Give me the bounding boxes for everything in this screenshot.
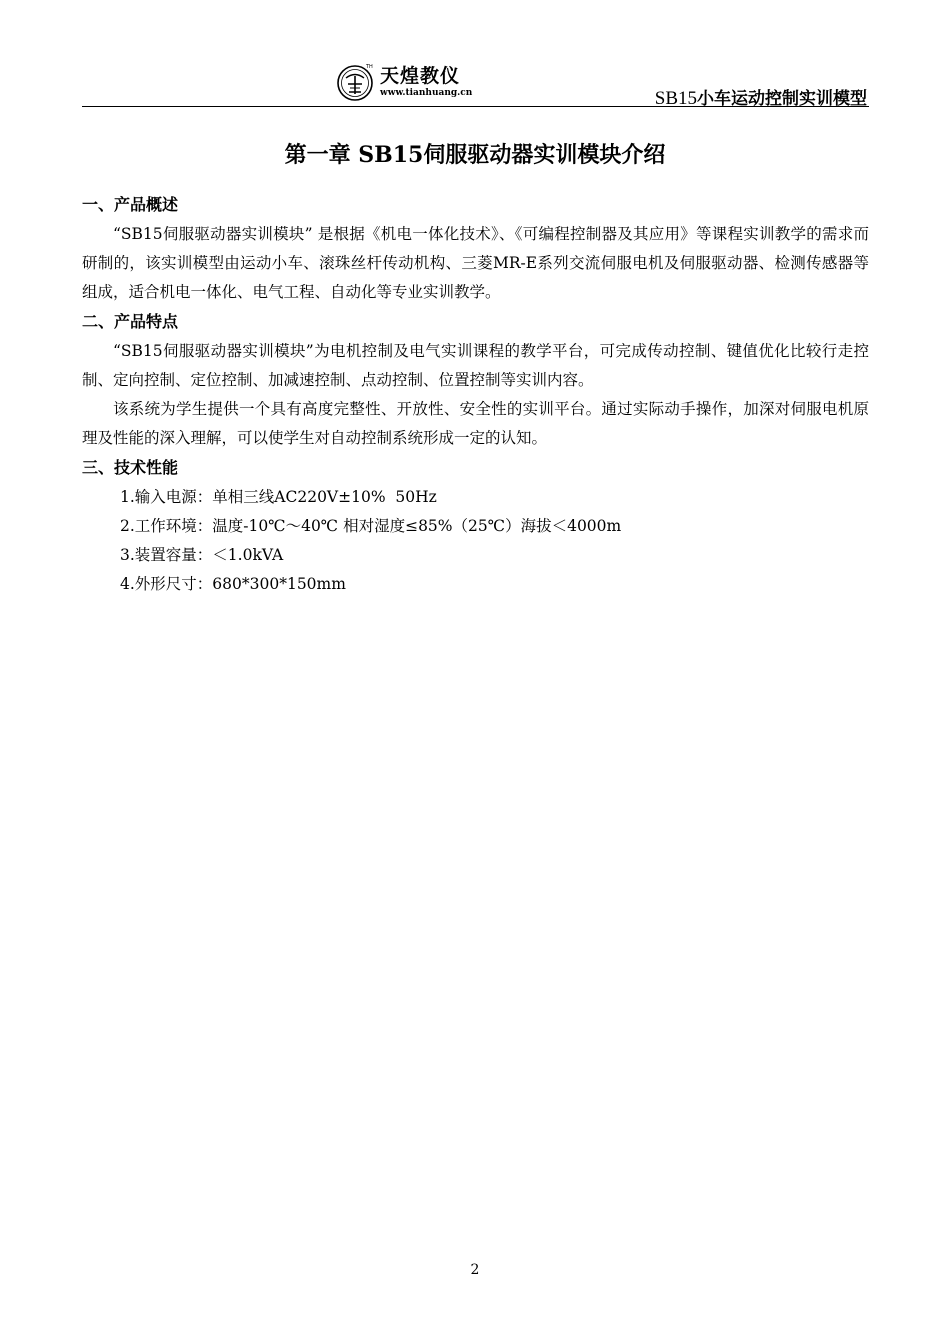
document-subtitle: 小车运动控制实训模型	[697, 89, 867, 109]
tianhuang-logo-icon	[335, 62, 375, 102]
spec-item-dimensions: 4.外形尺寸：680*300*150mm	[120, 575, 346, 593]
section-heading-overview: 一、产品概述	[82, 195, 179, 214]
spec-item-capacity: 3.装置容量：＜1.0kVA	[120, 546, 284, 564]
page-header	[82, 58, 869, 108]
document-code: SB15	[654, 88, 697, 109]
brand-url: www.tianhuang.cn	[380, 88, 473, 98]
overview-paragraph: “SB15伺服驱动器实训模块” 是根据《机电一体化技术》、《可编程控制器及其应用》等课程实训教学的需求而研制的，该实训模型由运动小车、滚珠丝杆传动机构、三菱MR-E系列交流伺服电机及伺服驱动器、检测传感器等组成，适合机电一体化、电气工程、自动化等专业实训教学。	[82, 225, 869, 301]
features-paragraph-1: “SB15伺服驱动器实训模块”为电机控制及电气实训课程的教学平台，可完成传动控制、键值优化比较行走控制、定向控制、定位控制、加减速控制、点动控制、位置控制等实训内容。	[82, 342, 869, 389]
svg-text:TH: TH	[366, 64, 373, 70]
header-divider	[82, 106, 869, 107]
section-heading-specs: 三、技术性能	[82, 458, 179, 477]
features-paragraph-2: 该系统为学生提供一个具有高度完整性、开放性、安全性的实训平台。通过实际动手操作，加深对伺服电机原理及性能的深入理解，可以使学生对自动控制系统形成一定的认知。	[82, 400, 869, 447]
brand-name: 天煌教仪	[380, 65, 461, 87]
page-number: 2	[470, 1262, 480, 1278]
section-heading-features: 二、产品特点	[82, 312, 179, 331]
page-content	[82, 190, 869, 599]
spec-item-power: 1.输入电源：单相三线AC220V±10% 50Hz	[120, 488, 437, 506]
chapter-title: 第一章 SB15伺服驱动器实训模块介绍	[284, 142, 666, 168]
spec-item-environment: 2.工作环境：温度-10℃～40℃ 相对湿度≤85%（25℃）海拔＜4000m	[120, 517, 622, 535]
